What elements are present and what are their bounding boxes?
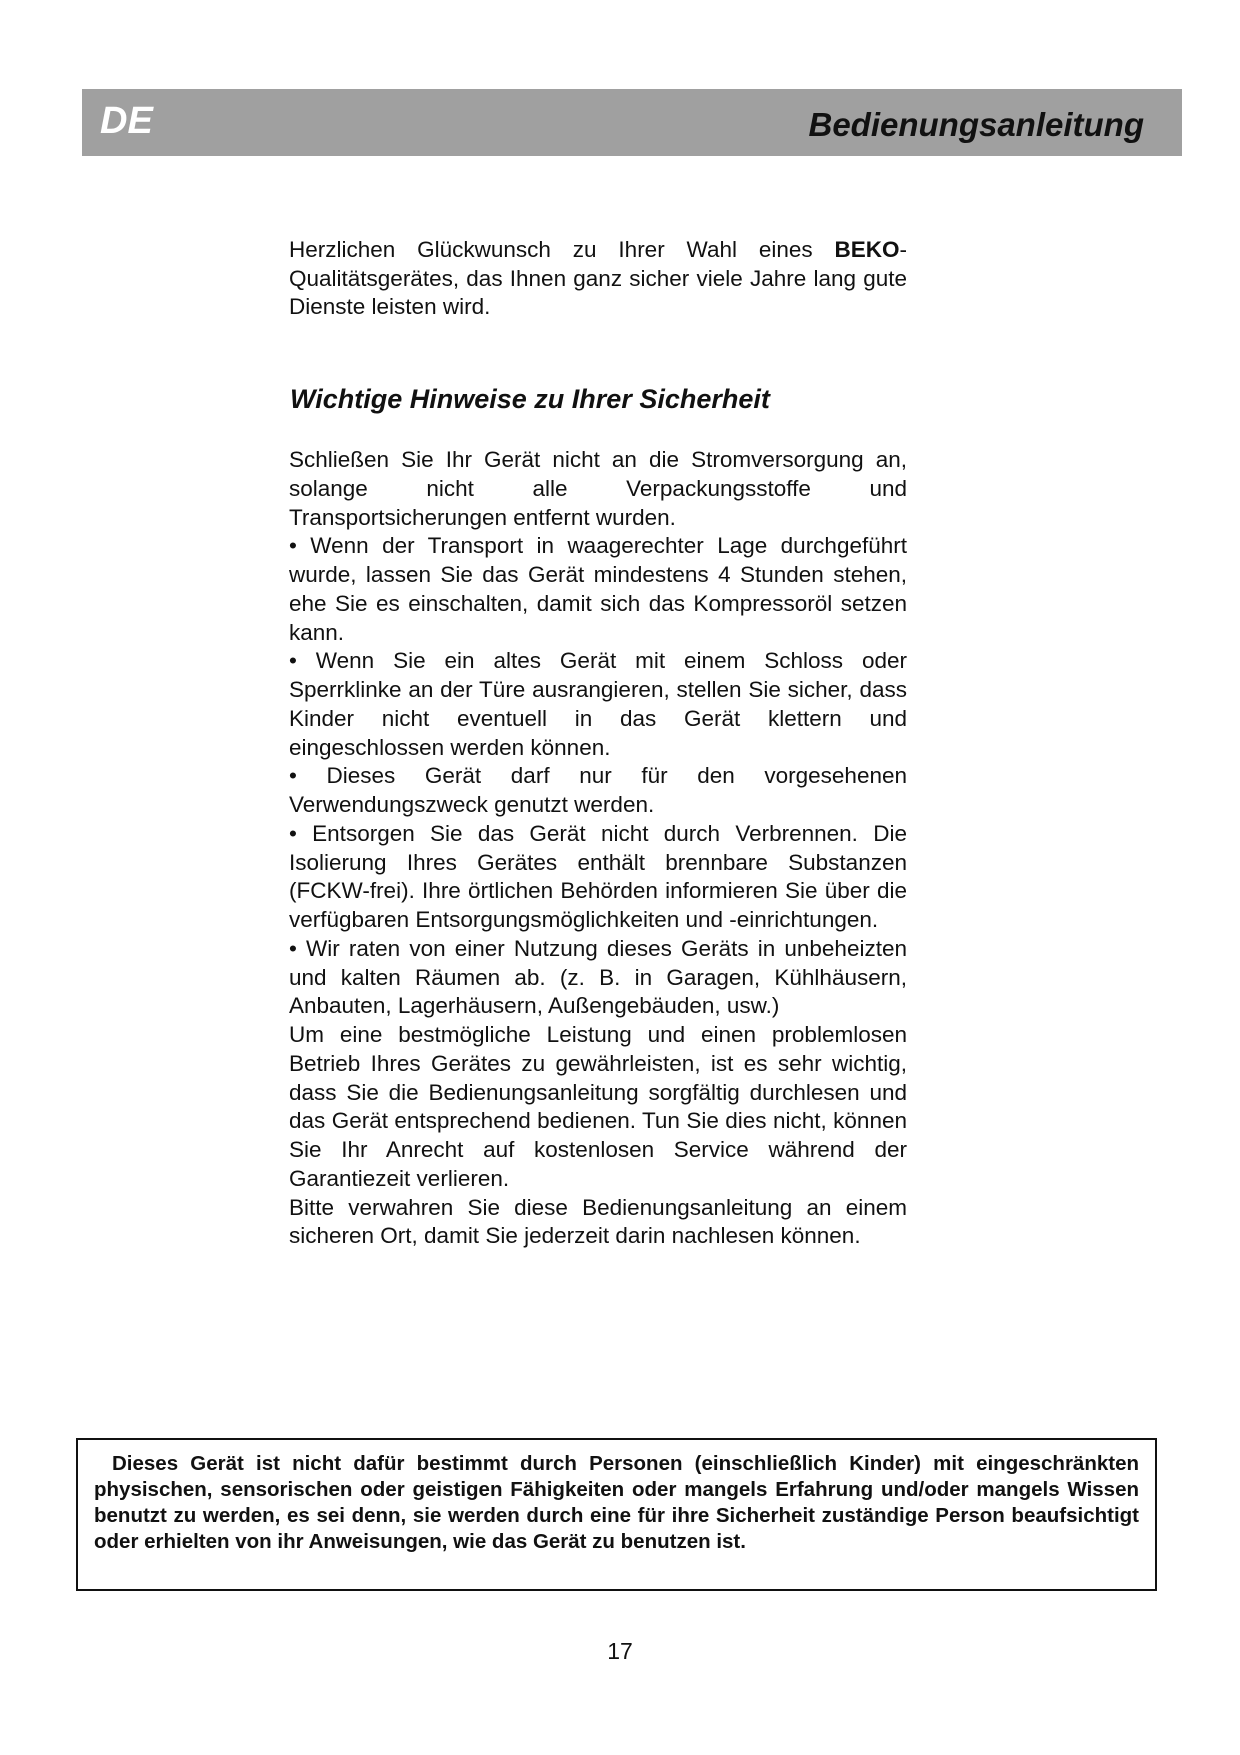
warning-box xyxy=(76,1438,1157,1591)
brand-name: BEKO xyxy=(834,237,900,262)
safety-paragraph: Schließen Sie Ihr Gerät nicht an die Stromversorgung an, solange nicht alle Verpackungsstoffe und Transportsicherungen entfernt wurden. xyxy=(289,447,907,530)
header-bar xyxy=(82,89,1182,156)
safety-paragraph: • Entsorgen Sie das Gerät nicht durch Verbrennen. Die Isolierung Ihres Gerätes enthält brennbare Substanzen (FCKW-frei). Ihre örtlichen Behörden informieren Sie über die verfügbaren Entsorgungsmöglichkeiten und -einrichtungen. xyxy=(289,820,907,932)
intro-block xyxy=(289,236,907,322)
intro-text-before-brand: Herzlichen Glückwunsch zu Ihrer Wahl eines xyxy=(289,237,835,262)
safety-paragraph: Bitte verwahren Sie diese Bedienungsanleitung an einem sicheren Ort, damit Sie jederzeit darin nachlesen können. xyxy=(289,1194,907,1249)
language-code: DE xyxy=(100,100,153,142)
safety-paragraph: Um eine bestmögliche Leistung und einen problemlosen Betrieb Ihres Gerätes zu gewährleisten, ist es sehr wichtig, dass Sie die Bedienungsanleitung sorgfältig durchlesen und das Gerät entsprechend bedienen. Tun Sie dies nicht, können Sie Ihr Anrecht auf kostenlosen Service während der Garantiezeit verlieren. xyxy=(289,1022,907,1191)
page-number: 17 xyxy=(607,1638,633,1664)
safety-instructions xyxy=(289,446,907,1251)
warning-text: Dieses Gerät ist nicht dafür bestimmt durch Personen (einschließlich Kinder) mit eingeschränkten physischen, sensorischen oder geistigen Fähigkeiten oder mangels Erfahrung und/oder mangels Wissen benutzt zu werden, es sei denn, sie werden durch eine für ihre Sicherheit zuständige Person beaufsichtigt oder erhielten von ihr Anweisungen, wie das Gerät zu benutzen ist. xyxy=(94,1452,1139,1553)
intro-text-after-brand: -Qualitätsgerätes, das Ihnen ganz sicher viele Jahre lang gute Dienste leisten wird. xyxy=(289,237,907,320)
safety-paragraph: • Wenn der Transport in waagerechter Lage durchgeführt wurde, lassen Sie das Gerät mindestens 4 Stunden stehen, ehe Sie es einschalten, damit sich das Kompressoröl setzen kann. xyxy=(289,533,907,645)
safety-paragraph: • Dieses Gerät darf nur für den vorgesehenen Verwendungszweck genutzt werden. xyxy=(289,763,907,817)
safety-paragraph: • Wir raten von einer Nutzung dieses Geräts in unbeheizten und kalten Räumen ab. (z. B. in Garagen, Kühlhäusern, Anbauten, Lagerhäusern, Außengebäuden, usw.) xyxy=(289,935,907,1019)
document-title: Bedienungsanleitung xyxy=(808,106,1144,143)
safety-paragraph: • Wenn Sie ein altes Gerät mit einem Schloss oder Sperrklinke an der Türe ausrangieren, stellen Sie sicher, dass Kinder nicht eventuell in das Gerät klettern und eingeschlossen werden können. xyxy=(289,648,907,760)
intro-paragraph xyxy=(289,236,907,322)
section-heading: Wichtige Hinweise zu Ihrer Sicherheit xyxy=(290,384,770,414)
